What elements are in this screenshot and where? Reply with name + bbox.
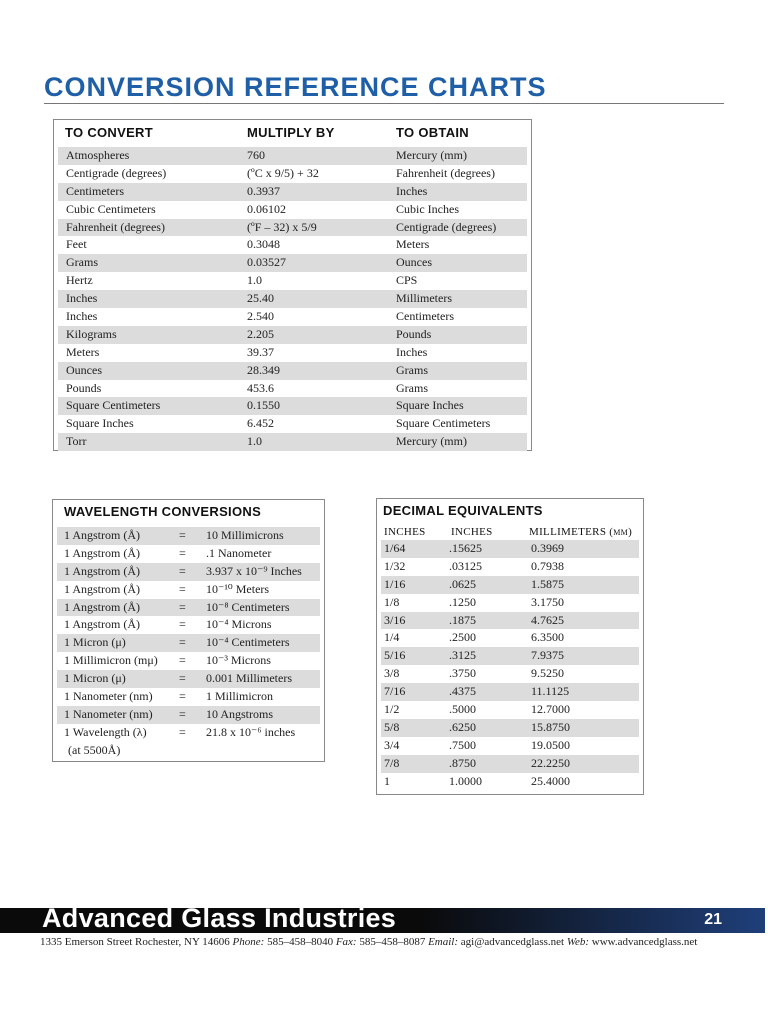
table-cell: 453.6: [247, 380, 274, 395]
table-cell: Pounds: [396, 326, 432, 341]
column-header-inches-decimal: INCHES: [451, 526, 493, 538]
table-cell: Kilograms: [66, 326, 117, 341]
table-cell: .7500: [449, 737, 476, 752]
table-cell: Square Inches: [396, 398, 464, 413]
table-row: [381, 665, 639, 683]
table-cell: Ounces: [396, 255, 432, 270]
table-row: [58, 254, 527, 272]
email-label: Email:: [428, 936, 459, 948]
table-cell: Cubic Centimeters: [66, 201, 156, 216]
table-cell: Inches: [66, 309, 98, 324]
table-cell: Fahrenheit (degrees): [396, 165, 495, 180]
table-cell: Square Inches: [66, 416, 134, 431]
table-cell: Centigrade (degrees): [66, 165, 167, 180]
column-header-multiply-by: MULTIPLY BY: [247, 125, 335, 140]
table-cell: .3125: [449, 648, 476, 663]
table-cell: 9.5250: [531, 666, 564, 681]
table-row: [57, 652, 320, 670]
table-row: [381, 737, 639, 755]
table-cell: 3/16: [384, 612, 406, 627]
table-cell: =: [179, 724, 186, 739]
fax-label: Fax:: [335, 936, 357, 948]
wavelength-header: [53, 500, 324, 526]
table-cell: =: [179, 581, 186, 596]
table-row: [381, 540, 639, 558]
table-cell: 22.2250: [531, 755, 570, 770]
table-cell: 0.06102: [247, 201, 286, 216]
table-cell: 1 Micron (μ): [64, 671, 126, 686]
table-row: [58, 272, 527, 290]
table-cell: 0.03527: [247, 255, 286, 270]
table-cell: 0.1550: [247, 398, 280, 413]
table-cell: 1 Angstrom (Å): [64, 581, 140, 596]
table-cell: Meters: [66, 344, 100, 359]
table-cell: Feet: [66, 237, 87, 252]
table-row: [58, 326, 527, 344]
table-cell: 3.937 x 10⁻⁹ Inches: [206, 563, 302, 578]
table-cell: 1 Nanometer (nm): [64, 706, 153, 721]
table-row: [57, 724, 320, 742]
table-cell: 7.9375: [531, 648, 564, 663]
table-cell: Mercury (mm): [396, 148, 467, 162]
wavelength-note: (at 5500Å): [68, 742, 121, 757]
table-cell: Ounces: [66, 362, 102, 377]
table-cell: 5/16: [384, 648, 406, 663]
table-cell: CPS: [396, 273, 418, 288]
table-cell: 3/8: [384, 666, 400, 681]
table-cell: Grams: [396, 362, 428, 377]
conversion-table: [53, 119, 532, 451]
table-cell: 1/64: [384, 541, 406, 555]
table-cell: 1 Angstrom (Å): [64, 617, 140, 632]
table-cell: 0.7938: [531, 558, 564, 573]
table-cell: .15625: [449, 541, 482, 555]
table-cell: 10⁻⁸ Centimeters: [206, 599, 290, 614]
table-cell: 5/8: [384, 719, 400, 734]
phone-number: 585–458–8040: [267, 936, 334, 948]
table-cell: .2500: [449, 630, 476, 645]
table-cell: 1/16: [384, 576, 406, 591]
table-cell: 1/32: [384, 558, 406, 573]
address: 1335 Emerson Street Rochester, NY 14606: [40, 936, 230, 948]
table-cell: =: [179, 653, 186, 668]
web-label: Web:: [566, 936, 590, 948]
table-cell: 0.3937: [247, 183, 280, 198]
table-row: [57, 670, 320, 688]
table-row: [57, 616, 320, 634]
table-cell: 3.1750: [531, 594, 564, 609]
table-row: [381, 701, 639, 719]
table-row: [58, 344, 527, 362]
column-header-inches-fraction: INCHES: [384, 526, 426, 538]
table-cell: 1 Millimicron (mμ): [64, 653, 158, 668]
table-cell: =: [179, 617, 186, 632]
table-cell: =: [179, 706, 186, 721]
table-cell: .1875: [449, 612, 476, 627]
page-number: 21: [704, 911, 722, 928]
table-cell: 1.0: [247, 434, 262, 449]
table-cell: 0.3048: [247, 237, 280, 252]
table-cell: 25.40: [247, 291, 274, 306]
web-link[interactable]: www.advancedglass.net: [591, 936, 698, 948]
table-cell: .8750: [449, 755, 476, 770]
table-cell: Fahrenheit (degrees): [66, 219, 165, 234]
table-row: [381, 594, 639, 612]
table-row: [57, 527, 320, 545]
table-cell: Centigrade (degrees): [396, 219, 497, 234]
table-cell: 1/8: [384, 594, 400, 609]
table-row: [381, 773, 639, 791]
table-cell: 10⁻⁴ Centimeters: [206, 635, 290, 650]
table-cell: Grams: [66, 255, 98, 270]
table-cell: Hertz: [66, 273, 93, 288]
decimal-header: [377, 499, 643, 523]
decimal-rows: [381, 540, 639, 790]
table-cell: 1.5875: [531, 576, 564, 591]
table-cell: Square Centimeters: [396, 416, 491, 431]
table-row: [58, 236, 527, 254]
table-cell: 10⁻¹⁰ Meters: [206, 581, 270, 596]
table-cell: 6.3500: [531, 630, 564, 645]
table-cell: 15.8750: [531, 719, 570, 734]
table-cell: Meters: [396, 237, 430, 252]
phone-label: Phone:: [232, 936, 265, 948]
conversion-header-row: [54, 120, 531, 146]
column-header-to-obtain: TO OBTAIN: [396, 125, 469, 140]
wavelength-title: WAVELENGTH CONVERSIONS: [64, 504, 262, 519]
table-row: [381, 558, 639, 576]
table-cell: .1250: [449, 594, 476, 609]
table-cell: 2.540: [247, 309, 274, 324]
decimal-table: [376, 498, 644, 795]
table-row: [58, 397, 527, 415]
table-cell: =: [179, 599, 186, 614]
table-cell: Atmospheres: [66, 148, 130, 162]
table-cell: Inches: [396, 344, 428, 359]
table-cell: .1 Nanometer: [206, 545, 272, 560]
table-cell: 19.0500: [531, 737, 570, 752]
table-cell: Inches: [66, 291, 98, 306]
table-row: [58, 165, 527, 183]
table-cell: Torr: [66, 434, 87, 449]
decimal-title: DECIMAL EQUIVALENTS: [383, 503, 543, 518]
table-cell: 1 Wavelength (λ): [64, 724, 147, 739]
table-row: [57, 581, 320, 599]
table-cell: 1 Angstrom (Å): [64, 599, 140, 614]
table-row: [381, 683, 639, 701]
decimal-column-headers: [381, 524, 639, 540]
table-cell: 1.0: [247, 273, 262, 288]
table-row: [381, 576, 639, 594]
table-cell: 1 Millimicron: [206, 689, 273, 704]
table-cell: 4.7625: [531, 612, 564, 627]
table-cell: .5000: [449, 702, 476, 717]
table-row: [58, 219, 527, 237]
table-cell: 0.001 Millimeters: [206, 671, 292, 686]
table-cell: 1/4: [384, 630, 400, 645]
table-row: [58, 147, 527, 165]
table-cell: =: [179, 563, 186, 578]
table-cell: Centimeters: [396, 309, 454, 324]
table-row: [58, 308, 527, 326]
table-cell: 25.4000: [531, 773, 570, 788]
table-cell: .6250: [449, 719, 476, 734]
table-cell: 1: [384, 773, 390, 788]
table-cell: 1 Angstrom (Å): [64, 528, 140, 542]
company-name: Advanced Glass Industries: [42, 903, 397, 933]
table-cell: =: [179, 635, 186, 650]
table-cell: .4375: [449, 684, 476, 699]
footer-contact: [40, 936, 760, 948]
table-row: [58, 290, 527, 308]
table-cell: 0.3969: [531, 541, 564, 555]
table-cell: Inches: [396, 183, 428, 198]
table-cell: .3750: [449, 666, 476, 681]
title-divider: [44, 103, 724, 104]
table-cell: 10⁻³ Microns: [206, 653, 271, 668]
table-cell: .0625: [449, 576, 476, 591]
table-row: [381, 612, 639, 630]
table-cell: 1 Nanometer (nm): [64, 689, 153, 704]
email-link[interactable]: agi@advancedglass.net: [460, 936, 565, 948]
table-cell: 10 Millimicrons: [206, 528, 284, 542]
conversion-rows: [58, 147, 527, 451]
page-title: CONVERSION REFERENCE CHARTS: [44, 72, 547, 102]
fax-number: 585–458–8087: [359, 936, 426, 948]
table-cell: 3/4: [384, 737, 400, 752]
table-row: [58, 415, 527, 433]
table-row: [58, 362, 527, 380]
table-cell: 760: [247, 148, 265, 162]
table-row: [58, 380, 527, 398]
table-cell: 1 Micron (μ): [64, 635, 126, 650]
table-row: [57, 706, 320, 724]
table-cell: .03125: [449, 558, 482, 573]
table-row: [57, 599, 320, 617]
table-cell: Centimeters: [66, 183, 124, 198]
table-cell: 11.1125: [531, 684, 570, 699]
table-cell: 28.349: [247, 362, 280, 377]
table-cell: 1 Angstrom (Å): [64, 545, 140, 560]
table-cell: =: [179, 528, 186, 542]
table-cell: 2.205: [247, 326, 274, 341]
table-cell: Mercury (mm): [396, 434, 467, 449]
table-row: [381, 719, 639, 737]
table-cell: 12.7000: [531, 702, 570, 717]
table-cell: 7/16: [384, 684, 406, 699]
column-header-to-convert: TO CONVERT: [65, 125, 153, 140]
table-row: [381, 629, 639, 647]
column-header-millimeters: MILLIMETERS (mm): [529, 526, 633, 538]
table-cell: Cubic Inches: [396, 201, 459, 216]
table-cell: (ºC x 9/5) + 32: [247, 165, 319, 180]
table-cell: Pounds: [66, 380, 102, 395]
table-cell: 10 Angstroms: [206, 706, 274, 721]
table-row: [57, 545, 320, 563]
table-row: [381, 647, 639, 665]
table-row: [58, 183, 527, 201]
table-cell: =: [179, 545, 186, 560]
table-row: [57, 563, 320, 581]
table-cell: 1 Angstrom (Å): [64, 563, 140, 578]
table-cell: 6.452: [247, 416, 274, 431]
table-cell: 1.0000: [449, 773, 482, 788]
wavelength-table: [52, 499, 325, 762]
table-row: [58, 433, 527, 451]
table-cell: 39.37: [247, 344, 274, 359]
table-cell: =: [179, 671, 186, 686]
wavelength-rows: [57, 527, 320, 760]
table-row: [58, 201, 527, 219]
table-row: [57, 634, 320, 652]
table-cell: Millimeters: [396, 291, 452, 306]
table-cell: Square Centimeters: [66, 398, 161, 413]
table-cell: 10⁻⁴ Microns: [206, 617, 272, 632]
table-row: [57, 688, 320, 706]
table-cell: 1/2: [384, 702, 400, 717]
table-cell: =: [179, 689, 186, 704]
table-row: [381, 755, 639, 773]
table-cell: 7/8: [384, 755, 400, 770]
table-cell: (ºF – 32) x 5/9: [247, 219, 317, 234]
table-cell: 21.8 x 10⁻⁶ inches: [206, 724, 296, 739]
table-cell: Grams: [396, 380, 428, 395]
